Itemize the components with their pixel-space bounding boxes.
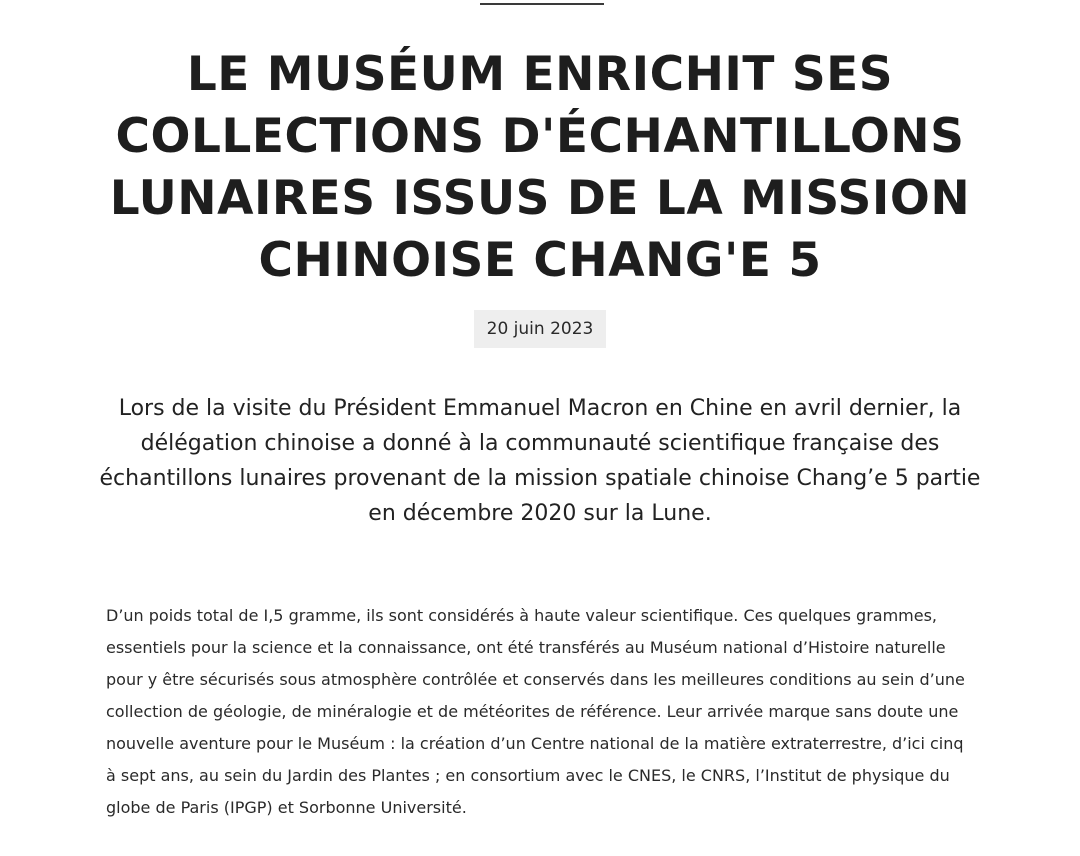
article-title: LE MUSÉUM ENRICHIT SES COLLECTIONS D'ÉCHANTILLONS LUNAIRES ISSUS DE LA MISSION CHINOISE CHANG'E 5 bbox=[109, 47, 971, 288]
article-body-paragraph: D’un poids total de I,5 gramme, ils sont considérés à haute valeur scientifique. Ces quelques grammes, essentiels pour la science et la connaissance, ont été transférés au Muséum national d’Histoire naturelle pour y être sécurisés sous atmosphère contrôlée et conservés dans les meilleures conditions au sein d’une collection de géologie, de minéralogie et de météorites de référence. Leur arrivée marque sans doute une nouvelle aventure pour le Muséum : la création d’un Centre national de la matière extraterrestre, d’ici cinq à sept ans, au sein du Jardin des Plantes ; en consortium avec le CNES, le CNRS, l’Institut de physique du globe de Paris (IPGP) et Sorbonne Université. bbox=[106, 606, 965, 817]
publication-date-badge: 20 juin 2023 bbox=[474, 310, 607, 348]
date-container bbox=[0, 310, 1080, 348]
article-lead-paragraph: Lors de la visite du Président Emmanuel Macron en Chine en avril dernier, la délégation chinoise a donné à la communauté scientifique française des échantillons lunaires provenant de la mission spatiale chinoise Chang’e 5 partie en décembre 2020 sur la Lune. bbox=[99, 396, 981, 526]
top-divider bbox=[480, 3, 604, 5]
